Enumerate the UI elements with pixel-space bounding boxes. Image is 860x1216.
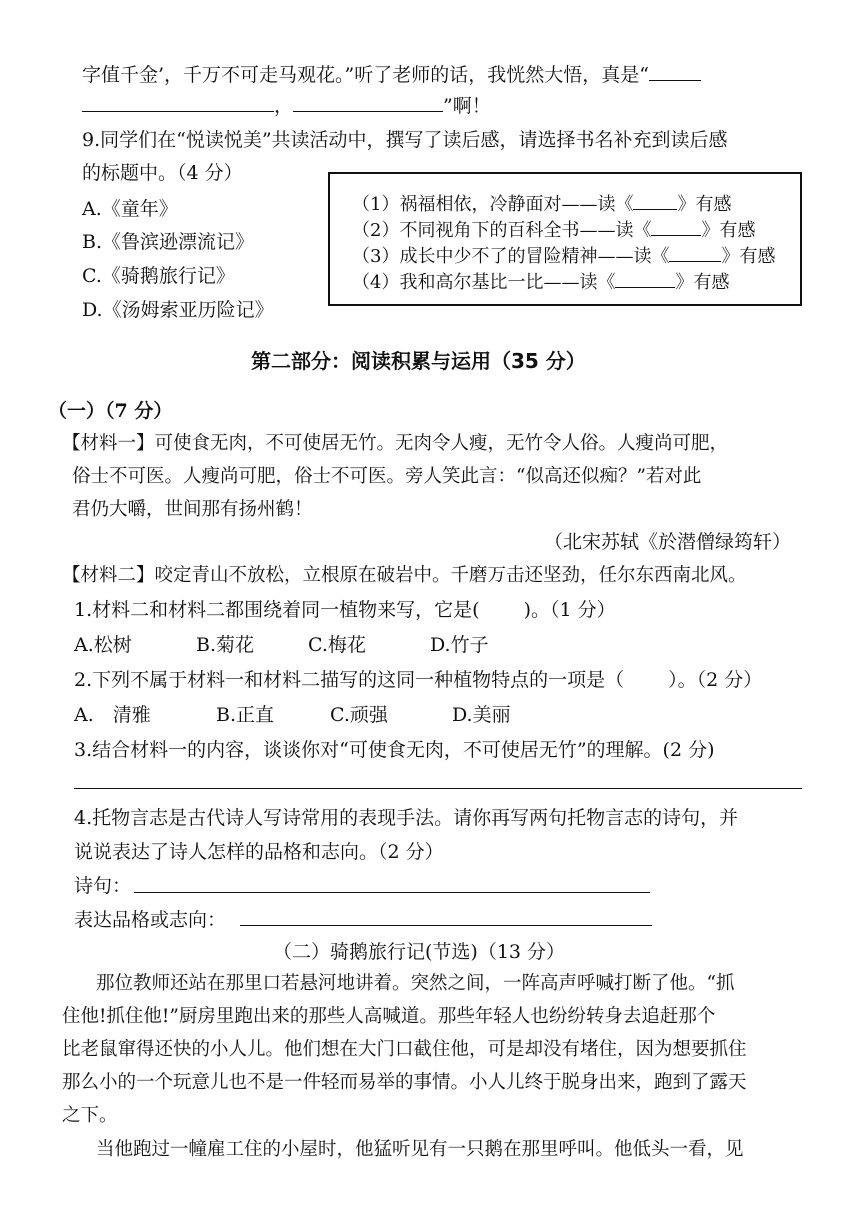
passage-text: 字值千金’，千万不可走马观花。”听了老师的话，我恍然大悟，真是“: [82, 64, 649, 86]
passage-text: 之下。: [62, 1105, 118, 1126]
q2-option-b: B.正直: [216, 704, 275, 726]
answer-blank[interactable]: [651, 219, 701, 236]
q2-option-c: C.顽强: [330, 704, 388, 726]
section-two-heading: （二）骑鹅旅行记(节选)（13 分）: [273, 941, 566, 963]
question-2: 2.下列不属于材料一和材料二描写的这同一种植物特点的一项是（ ）。（2 分）: [74, 669, 763, 691]
reading-title-box: [328, 172, 802, 306]
option-a: A.《童年》: [82, 198, 178, 220]
poem-label: 诗句：: [74, 875, 132, 897]
separator-text: ，: [274, 95, 294, 117]
part-two-heading: 第二部分：阅读积累与运用（35 分）: [251, 349, 586, 373]
passage-text: 那么小的一个玩意儿也不是一件轻而易举的事情。小人儿终于脱身出来，跑到了露天: [62, 1072, 747, 1093]
question-9-prompt-cont: 的标题中。（4 分）: [82, 162, 243, 184]
material-one-text: 君仍大嚼，世间那有扬州鹤！: [72, 499, 313, 520]
question-4: 4.托物言志是古代诗人写诗常用的表现手法。请你再写两句托物言志的诗句，并: [74, 807, 739, 829]
text-line: [82, 64, 701, 85]
q1-option-d: D.竹子: [430, 634, 489, 656]
answer-blank[interactable]: [615, 271, 675, 288]
answer-blank[interactable]: [82, 95, 274, 112]
q1-option-a: A.松树: [74, 634, 132, 656]
passage-text: 住他!抓住他!”厨房里跑出来的那些人高喊道。那些年轻人也纷纷转身去追赶那个: [62, 1006, 716, 1027]
answer-blank[interactable]: [649, 64, 701, 81]
q1-option-b: B.菊花: [196, 634, 255, 656]
material-one-source: （北宋苏轼《於潜僧绿筠轩）: [544, 531, 792, 553]
poem-answer-line[interactable]: [134, 892, 650, 893]
question-3: 3.结合材料一的内容，谈谈你对“可使食无肉，不可使居无竹”的理解。(2 分): [74, 739, 715, 761]
question-1: 1.材料二和材料二都围绕着同一植物来写，它是( )。（1 分）: [74, 599, 616, 621]
box-item-1: （1）祸福相依，冷静面对——读《 》有感: [352, 194, 732, 215]
answer-blank[interactable]: [633, 193, 677, 210]
answer-blank[interactable]: [293, 95, 443, 112]
section-one-heading: （一）（7 分）: [48, 400, 173, 422]
material-two-text: 【材料二】咬定青山不放松，立根原在破岩中。千磨万击还坚劲，任尔东西南北风。: [62, 565, 747, 586]
material-one-text: 俗士不可医。人瘦尚可肥，俗士不可医。旁人笑此言：“似高还似痴？”若对此: [72, 466, 702, 487]
meaning-answer-line[interactable]: [240, 925, 652, 926]
box-item-4: （4）我和高尔基比一比——读《 》有感: [352, 272, 730, 293]
option-b: B.《鲁滨逊漂流记》: [82, 231, 255, 253]
closing-text: ”啊！: [443, 95, 491, 117]
answer-line[interactable]: [74, 788, 802, 789]
passage-text: 那位教师还站在那里口若悬河地讲着。突然之间，一阵高声呼喊打断了他。“抓: [96, 973, 735, 994]
option-d: D.《汤姆索亚历险记》: [82, 299, 274, 321]
option-c: C.《骑鹅旅行记》: [82, 265, 235, 287]
q1-option-c: C.梅花: [308, 634, 366, 656]
text-line: [82, 95, 491, 116]
box-item-3: （3）成长中少不了的冒险精神——读《 》有感: [352, 246, 776, 267]
box-item-2: （2）不同视角下的百科全书——读《 》有感: [352, 220, 756, 241]
q2-option-a: A. 清雅: [74, 704, 151, 726]
question-9-prompt: 9.同学们在“悦读悦美”共读活动中，撰写了读后感，请选择书名补充到读后感: [82, 129, 728, 151]
passage-text: 比老鼠窜得还快的小人儿。他们想在大门口截住他，可是却没有堵住，因为想要抓住: [62, 1039, 747, 1060]
q2-option-d: D.美丽: [452, 704, 511, 726]
question-4-cont: 说说表达了诗人怎样的品格和志向。（2 分）: [74, 841, 444, 863]
meaning-label: 表达品格或志向：: [74, 909, 227, 931]
passage-text: 当他跑过一幢雇工住的小屋时，他猛听见有一只鹅在那里呼叫。他低头一看，见: [96, 1139, 744, 1160]
material-one-text: 【材料一】可使食无肉，不可使居无竹。无肉令人瘦，无竹令人俗。人瘦尚可肥，: [62, 433, 729, 454]
answer-blank[interactable]: [669, 245, 721, 262]
